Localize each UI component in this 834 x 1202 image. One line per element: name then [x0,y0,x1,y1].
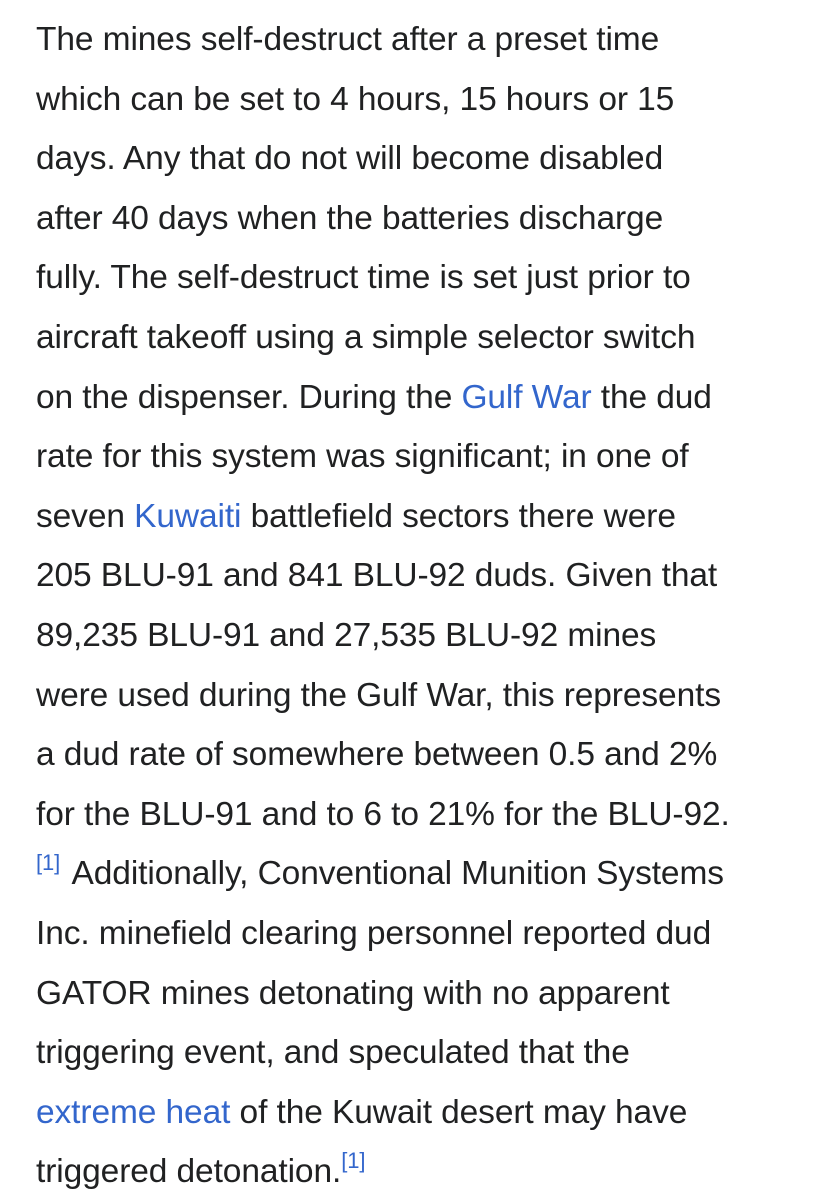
text-line [36,487,826,547]
gulf-war-link[interactable]: Gulf War [461,378,592,416]
extreme-heat-link[interactable]: extreme heat [36,1093,231,1131]
text-line [36,1083,826,1143]
citation-ref-1[interactable] [36,850,60,875]
text-line: The mines self-destruct after a preset time [36,21,660,58]
text-line: GATOR mines detonating with no apparent [36,974,670,1012]
text-segment: triggered detonation. [36,1153,342,1191]
citation-link[interactable]: [1] [341,1148,366,1174]
text-line [36,368,826,428]
article-paragraph [36,10,826,1202]
text-line [36,1142,826,1202]
kuwaiti-link[interactable]: Kuwaiti [134,497,242,535]
text-segment: Additionally, Conventional Munition Systems [64,855,724,893]
text-line: after 40 days when the batteries discharge [36,199,664,237]
text-line: fully. The self-destruct time is set just prior to [36,259,691,297]
text-line: aircraft takeoff using a simple selector switch [36,318,696,356]
citation-link[interactable]: [1] [36,850,61,876]
text-line: Inc. minefield clearing personnel reported dud [36,914,712,952]
text-line: a dud rate of somewhere between 0.5 and 2% [36,736,718,774]
text-segment: seven [36,497,135,535]
text-segment: on the dispenser. During the [36,378,462,416]
text-line: 205 BLU-91 and 841 BLU-92 duds. Given that [36,557,718,595]
text-line: were used during the Gulf War, this represents [36,676,721,714]
text-line: rate for this system was significant; in one of [36,438,689,476]
text-line: triggering event, and speculated that the [36,1034,630,1072]
text-segment: of the Kuwait desert may have [230,1093,688,1131]
citation-ref-1[interactable] [341,1148,365,1173]
text-line [36,844,826,904]
text-segment: battlefield sectors there were [241,497,676,535]
text-line: 89,235 BLU-91 and 27,535 BLU-92 mines [36,616,657,654]
text-line: for the BLU-91 and to 6 to 21% for the BLU-92. [36,795,730,833]
text-segment: the dud [591,378,712,416]
text-line: days. Any that do not will become disabled [36,140,664,178]
text-line: which can be set to 4 hours, 15 hours or 15 [36,80,675,118]
